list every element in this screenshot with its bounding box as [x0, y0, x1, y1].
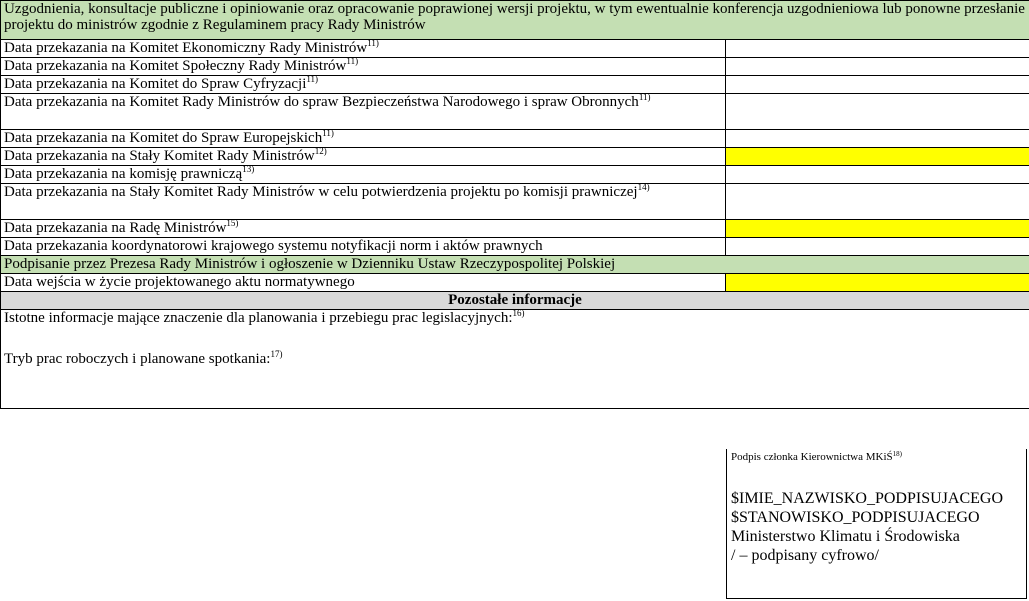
signing-header-text: Podpisanie przez Prezesa Rady Ministrów i ogłoszenie w Dzienniku Ustaw Rzeczypospolitej Polskiej: [4, 256, 616, 272]
other-info-cell[interactable]: [1, 310, 1029, 409]
table-row: [1, 220, 1029, 238]
row-value-cell[interactable]: [726, 238, 1029, 256]
row-label: Data przekazania na Komitet Ekonomiczny Rady Ministrów$^{11)}$: [1, 40, 726, 58]
signature-heading: Podpis członka Kierownictwa MKiŚ$^{18)}$: [731, 450, 902, 463]
row-value-cell[interactable]: [726, 58, 1029, 76]
row-value-cell[interactable]: [726, 184, 1029, 220]
table-row: [1, 94, 1029, 130]
signer-position: $STANOWISKO_PODPISUJACEGO: [731, 509, 980, 526]
consultation-section-header: [1, 1, 1029, 40]
row-label: Data przekazania na Komitet do Spraw Europejskich$^{11)}$: [1, 130, 726, 148]
table-row: [1, 76, 1029, 94]
signature-box: [726, 449, 1027, 599]
other-info-header-text: Pozostałe informacje: [448, 292, 582, 308]
table-row: [1, 166, 1029, 184]
row-label: Data przekazania na Stały Komitet Rady Ministrów w celu potwierdzenia projektu po komisji prawniczej$^{14)}$: [1, 184, 726, 220]
table-row: [1, 238, 1029, 256]
planning-info-line: Istotne informacje mające znaczenie dla planowania i przebiegu prac legislacyjnych:$^{16)}$: [4, 308, 525, 326]
working-mode-line: Tryb prac roboczych i planowane spotkania:$^{17)}$: [4, 349, 283, 367]
row-value-cell[interactable]: [726, 130, 1029, 148]
row-value-cell[interactable]: [726, 40, 1029, 58]
row-label: Data przekazania na Stały Komitet Rady Ministrów$^{12)}$: [1, 148, 726, 166]
table-row: [1, 58, 1029, 76]
table-row: [1, 148, 1029, 166]
row-label: Data przekazania na Radę Ministrów$^{15)}$: [1, 220, 726, 238]
signing-section-header: [1, 256, 1029, 274]
row-value-cell[interactable]: [726, 166, 1029, 184]
other-info-header: [1, 292, 1029, 310]
consultation-header-text: Uzgodnienia, konsultacje publiczne i opiniowanie oraz opracowanie poprawionej wersji projektu, w tym ewentualnie konferencja uzgodnieniowa lub ponowne przesłanie projektu do ministrów zgodnie z Regulaminem pracy Rady Ministrów: [4, 1, 1025, 33]
row-label: Data wejścia w życie projektowanego aktu normatywnego: [1, 274, 726, 292]
table-row: [1, 40, 1029, 58]
table-row: [1, 130, 1029, 148]
signer-name: $IMIE_NAZWISKO_PODPISUJACEGO: [731, 490, 1003, 507]
row-label: Data przekazania na komisję prawniczą$^{13)}$: [1, 166, 726, 184]
table-row: [1, 184, 1029, 220]
entry-into-force-value-cell[interactable]: [726, 274, 1029, 292]
row-value-cell[interactable]: [726, 76, 1029, 94]
signer-ministry: Ministerstwo Klimatu i Środowiska: [731, 528, 960, 545]
row-label: Data przekazania na Komitet Społeczny Rady Ministrów$^{11)}$: [1, 58, 726, 76]
digital-signature-note: / – podpisany cyfrowo/: [731, 547, 879, 564]
table-row: [1, 274, 1029, 292]
row-value-cell[interactable]: [726, 94, 1029, 130]
row-label: Data przekazania na Komitet Rady Ministrów do spraw Bezpieczeństwa Narodowego i spraw Obronnych$^{11)}$: [1, 94, 726, 130]
row-value-cell-highlighted[interactable]: [726, 148, 1029, 166]
row-value-cell-highlighted[interactable]: [726, 220, 1029, 238]
row-label: Data przekazania na Komitet do Spraw Cyfryzacji$^{11)}$: [1, 76, 726, 94]
row-label: Data przekazania koordynatorowi krajowego systemu notyfikacji norm i aktów prawnych: [1, 238, 726, 256]
